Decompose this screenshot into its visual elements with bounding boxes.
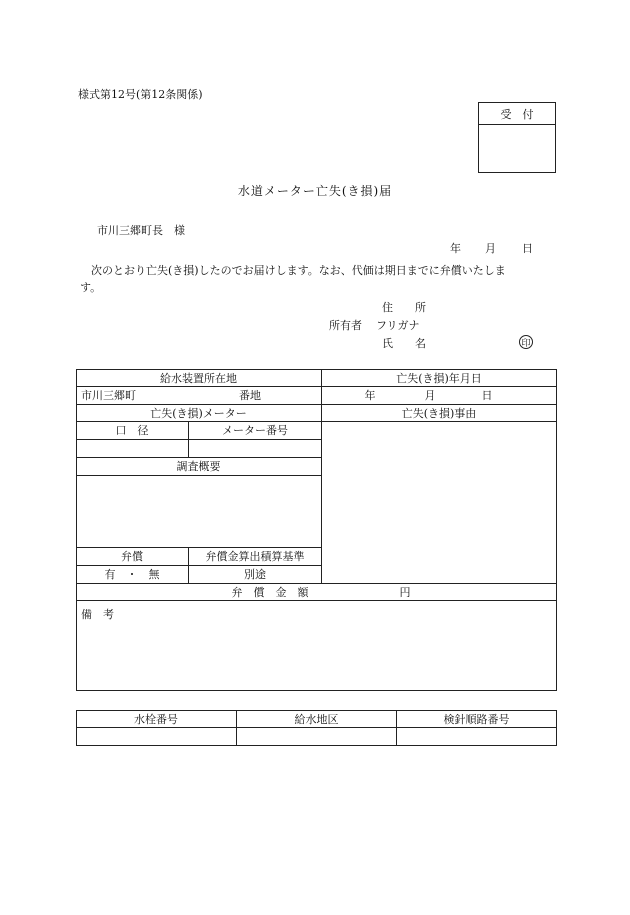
reason-header: 亡失(き損)事由 [401, 406, 477, 420]
date-day: 日 [522, 242, 533, 255]
furigana-label: フリガナ [376, 319, 420, 332]
form-number: 様式第12号(第12条関係) [78, 88, 203, 101]
table-rule [321, 369, 322, 583]
survey-header: 調査概要 [176, 460, 221, 473]
reading-route-header: 検針順路番号 [443, 712, 510, 726]
addressee: 市川三郷町長 様 [97, 224, 185, 237]
yes-no-choice: 有 ・ 無 [104, 568, 160, 581]
compensation-header: 弁償 [121, 550, 143, 563]
meter-header: 亡失(き損)メーター [150, 406, 247, 420]
reception-label: 受 付 [500, 107, 534, 121]
reception-divider [478, 124, 556, 125]
table-rule [76, 600, 557, 601]
hydrant-number-header: 水栓番号 [134, 712, 178, 726]
table-rule [76, 475, 322, 476]
loss-month: 月 [424, 389, 436, 402]
table-rule [76, 439, 322, 440]
loss-day: 日 [481, 389, 493, 402]
separate-label: 別途 [244, 568, 266, 581]
supply-district-header: 給水地区 [294, 712, 339, 726]
date-year: 年 [450, 242, 461, 255]
caliber-header: 口 径 [115, 424, 149, 437]
page-title: 水道メーター亡失(き損)届 [237, 184, 393, 198]
owner-label: 所有者 [329, 319, 362, 332]
loss-year: 年 [364, 389, 376, 402]
location-header: 給水装置所在地 [160, 371, 237, 385]
loss-date-header: 亡失(き損)年月日 [396, 371, 482, 385]
town-name: 市川三郷町 [81, 389, 136, 402]
basis-header: 弁償金算出積算基準 [205, 550, 305, 563]
remarks-label: 備 考 [81, 608, 114, 621]
seal-mark: 印 [519, 335, 533, 349]
date-month: 月 [485, 242, 496, 255]
body-text-line1: 次のとおり亡失(き損)したのでお届けします。なお、代価は期日までに弁償いたしま [91, 264, 506, 277]
meter-number-header: メーター番号 [222, 424, 288, 437]
yen-label: 円 [399, 585, 411, 599]
body-text-line2: す。 [80, 281, 102, 294]
address-label: 住 所 [382, 301, 426, 314]
name-label: 氏 名 [382, 337, 426, 350]
amount-label: 弁 償 金 額 [231, 585, 309, 599]
banchi-label: 番地 [239, 389, 261, 402]
table-rule [76, 727, 557, 728]
